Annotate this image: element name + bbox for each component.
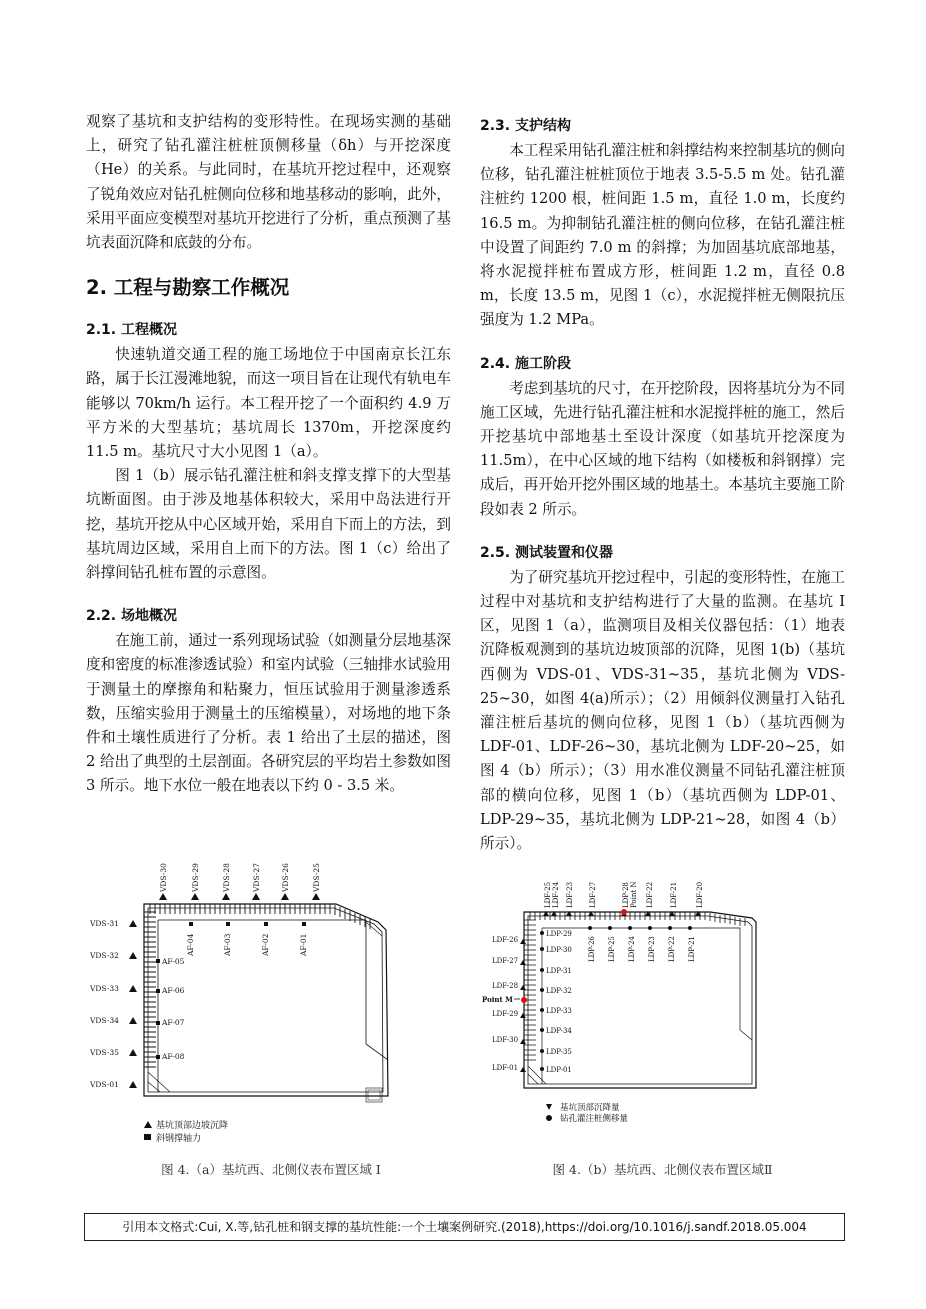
fig-b-ldf-left-5: LDF-30 [492,1036,519,1044]
fig-b-top-label-4: LDF-27 [589,881,597,908]
fig-a-top-label-5: VDS-26 [281,863,290,892]
fig-b-legend-triangle [546,1104,552,1110]
figure-4a-caption: 图 4.（a）基坑西、北侧仪表布置区域 I [161,1162,381,1177]
fig-b-legend-1: 基坑顶部沉降量 [560,1103,620,1113]
section-2-3-paragraph: 本工程采用钻孔灌注桩和斜撑结构来控制基坑的侧向位移，钻孔灌注桩桩顶位于地表 3.5-5.5 m 处。钻孔灌注桩约 1200 根，桩间距 1.5 m，直径 1.0 m，长度约 16.5 m。为抑制钻孔灌注桩的侧向位移，在钻孔灌注桩中设置了间距约 7.0 m 的斜撑；为加固基坑底部地基，将水泥搅拌桩布置成方形，桩间距 1.2 m，直径 0.8 m，长度 13.5 m，见图 1（c），水泥搅拌桩无侧限抗压强度为 1.2 MPa。 [480,142,845,329]
fig-b-top-ldf-20: LDF-20 [696,881,704,908]
fig-b-hatch-top [530,912,745,926]
fig-a-top-label-1: VDS-30 [159,863,168,892]
fig-b-top-label-2: LDF-24 [552,881,560,908]
intro-paragraph: 观察了基坑和支护结构的变形特性。在现场实测的基础上，研究了钻孔灌注桩桩顶侧移量（δh）与开挖深度（He）的关系。与此同时，在基坑开挖过程中，还观察了锐角效应对钻孔桩侧向位移和地基移动的影响，此外，采用平面应变模型对基坑开挖进行了分析，重点预测了基坑表面沉降和底鼓的分布。 [86,113,451,252]
fig-a-settlement-markers-left [129,920,137,1088]
fig-b-ldp-left-7: LDP-35 [546,1048,572,1056]
fig-b-point-m-marker [521,997,527,1003]
fig-b-top-label-3: LDF-23 [566,881,574,908]
fig-a-left-label-5: VDS-35 [90,1048,119,1057]
fig-a-top-label-4: VDS-27 [252,863,261,892]
fig-b-point-n: Point N [630,881,638,908]
section-2-5-paragraph: 为了研究基坑开挖过程中，引起的变形特性，在施工过程中对基坑和支护结构进行了大量的监测。在基坑 I 区，见图 1（a），监测项目及相关仪器包括：（1）地表沉降板观测到的基坑边坡顶部的沉降，见图 1(b)（基坑西侧为 VDS-01、VDS-31~35，基坑北侧为 VDS-25~30，如图 4(a)所示）；（2）用倾斜仪测量打入钻孔灌注桩后基坑的侧向位移，见图 1（b）（基坑西侧为 LDF-01、LDF-26~30，基坑北侧为 LDF-20~25，如图 4（b）所示）；（3）用水准仪测量不同钻孔灌注桩顶部的横向位移，见图 1（b）（基坑西侧为 LDP-01、LDP-29~35，基坑北侧为 LDP-21~28，如图 4（b）所示）。 [480,568,845,853]
section-2-2-title: 2.2. 场地概况 [86,608,177,625]
fig-a-settlement-markers-top [159,893,320,900]
figure-4b-caption: 图 4.（b）基坑西、北侧仪表布置区域Ⅱ [552,1162,773,1177]
fig-b-ldp-v-6: LDP-21 [688,936,696,962]
fig-b-ldp-left-3: LDP-31 [546,967,572,975]
fig-a-af-06: AF-06 [162,986,185,995]
fig-a-af-07: AF-07 [162,1018,185,1027]
section-2-4-title: 2.4. 施工阶段 [480,355,571,372]
fig-a-legend-1: 基坑顶部边坡沉降 [156,1121,229,1131]
fig-b-ldp-v-2: LDP-25 [608,936,616,962]
fig-b-ldf-left-1: LDF-26 [492,936,519,944]
fig-b-top-ldf-22: LDF-22 [646,881,654,908]
left-column [86,110,451,799]
fig-a-legend-square [144,1134,151,1140]
fig-a-top-label-3: VDS-28 [222,863,231,892]
fig-b-ldf-left-6: LDF-01 [492,1064,519,1072]
fig-a-hatch-left [144,912,156,1067]
fig-b-ldp-left-4: LDP-32 [546,987,572,995]
fig-b-ldf-left-4: LDF-29 [492,1010,519,1018]
fig-b-point-m: Point M [482,995,513,1004]
fig-a-af-03: AF-03 [223,933,232,956]
citation-text: 引用本文格式:Cui, X.等,钻孔桩和钢支撑的基坑性能:一个土壤案例研究.(2018),https://doi.org/10.1016/j.sandf.2018.05.004 [122,1220,807,1234]
fig-b-ldp-left-2: LDP-30 [546,946,572,954]
fig-a-af-05: AF-05 [162,957,185,966]
fig-b-ldp-v-3: LDP-24 [628,936,636,962]
right-column [480,110,845,856]
fig-a-top-label-6: VDS-25 [312,863,321,892]
figure-4a [86,860,456,1150]
fig-a-af-04: AF-04 [186,933,195,956]
fig-b-ldp-v-1: LDP-26 [588,936,596,962]
fig-b-ldp-v-4: LDP-23 [648,936,656,962]
fig-b-settlement-markers-left [520,939,526,1072]
fig-b-ldp-left-6: LDP-34 [546,1027,572,1035]
fig-b-legend-dot [546,1115,552,1121]
fig-a-left-label-1: VDS-31 [90,919,119,928]
figure-4b [480,870,780,1150]
fig-b-top-label-5: LDP-28 [622,882,630,908]
section-2-5-title: 2.5. 测试装置和仪器 [480,544,613,561]
fig-a-left-label-3: VDS-33 [90,984,119,993]
fig-a-af-08: AF-08 [162,1052,185,1061]
fig-b-ldp-left-1: LDP-29 [546,930,572,938]
fig-b-ldf-left-2: LDF-27 [492,957,519,965]
section-2-1-paragraph-2: 图 1（b）展示钻孔灌注桩和斜支撑支撑下的大型基坑断面图。由于涉及地基体积较大，采用中岛法进行开挖，基坑开挖从中心区域开始，采用自下而上的方法，到基坑周边区域，采用自上而下的方法。图 1（c）给出了斜撑间钻孔桩布置的示意图。 [86,467,451,582]
fig-b-legend-2: 钻孔灌注桩侧移量 [560,1114,629,1124]
section-2-1-title: 2.1. 工程概况 [86,322,177,339]
fig-a-af-01: AF-01 [299,933,308,956]
section-2-title: 2. 工程与勘察工作概况 [86,276,290,300]
fig-a-legend-2: 斜钢撑轴力 [156,1134,202,1144]
fig-a-top-label-2: VDS-29 [191,863,200,892]
section-2-1-paragraph-1: 快速轨道交通工程的施工场地位于中国南京长江东路，属于长江漫滩地貌，而这一项目旨在让现代有轨电车能够以 70km/h 运行。本工程开挖了一个面积约 4.9 万平方米的大型基坑；基坑周长 1370m，开挖深度约 11.5 m。基坑尺寸大小见图 1（a）。 [86,346,451,461]
fig-b-ldp-left-5: LDP-33 [546,1007,572,1015]
fig-b-ldf-left-3: LDF-28 [492,982,519,990]
fig-a-left-label-6: VDS-01 [90,1080,119,1089]
figure-4a-drawing [86,860,456,1150]
section-2-2-paragraph: 在施工前，通过一系列现场试验（如测量分层地基深度和密度的标准渗透试验）和室内试验（三轴排水试验用于测量土的摩擦角和粘聚力，恒压试验用于测量渗透系数，压缩实验用于测量土的压缩模量），对场地的地下条件和土壤性质进行了分析。表 1 给出了土层的描述，图 2 给出了典型的土层剖面。各研究层的平均岩土参数如图 3 所示。地下水位一般在地表以下约 0 - 3.5 米。 [86,632,451,795]
fig-a-left-label-2: VDS-32 [90,951,119,960]
fig-a-left-label-4: VDS-34 [90,1016,119,1025]
citation-footer [84,1213,845,1241]
fig-b-ldp-v-5: LDP-22 [668,936,676,962]
section-2-4-paragraph: 考虑到基坑的尺寸，在开挖阶段，因将基坑分为不同施工区域，先进行钻孔灌注桩和水泥搅拌桩的施工，然后开挖基坑中部地基土至设计深度（如基坑开挖深度为 11.5m），在中心区域的地下结构（如楼板和斜钢撑）完成后，再开始开挖外围区域的地基土。本基坑主要施工阶段如表 2 所示。 [480,379,845,518]
fig-b-top-ldf-21: LDF-21 [670,881,678,908]
fig-b-ldp-left-8: LDP-01 [546,1066,572,1074]
figure-4b-drawing [480,870,780,1150]
fig-a-legend-triangle [144,1121,152,1128]
fig-a-af-02: AF-02 [261,933,270,956]
fig-b-top-label-1: LDF-25 [544,881,552,908]
fig-b-point-n-marker [621,909,627,915]
section-2-3-title: 2.3. 支护结构 [480,118,571,134]
